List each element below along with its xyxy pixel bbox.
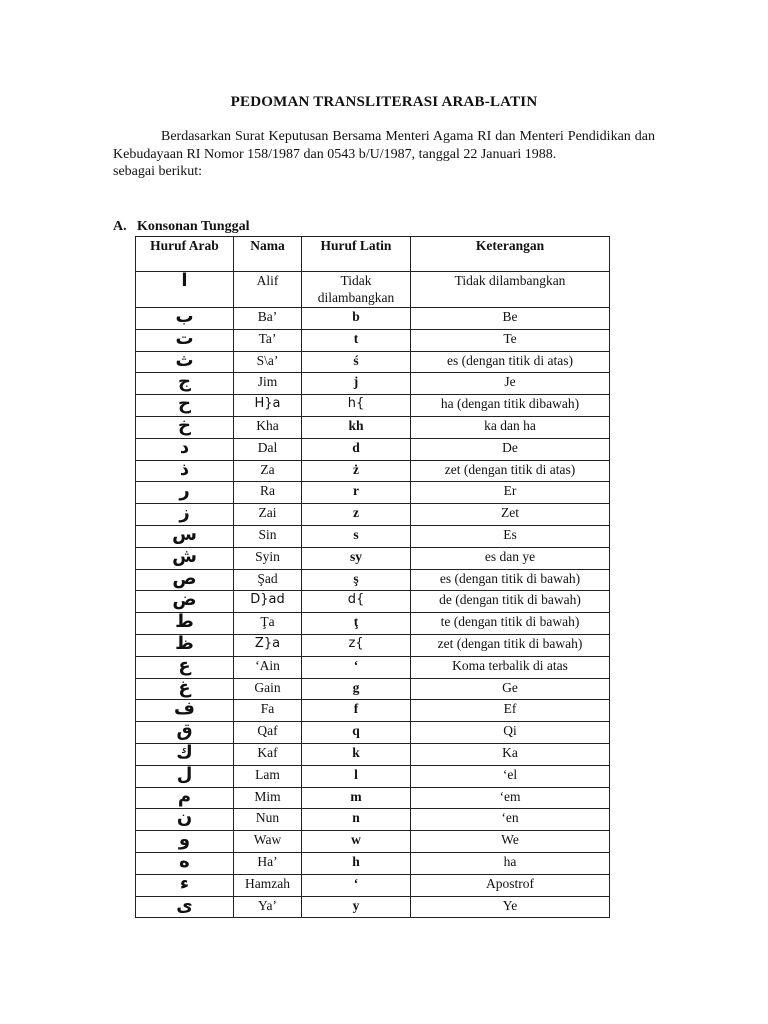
table-row [136,416,610,438]
arab-letter-cell: ص [136,569,234,591]
table-row [136,438,610,460]
table-row [136,395,610,417]
keterangan-cell: es (dengan titik di atas) [411,351,610,373]
arab-letter-cell: ء [136,874,234,896]
table-row [136,809,610,831]
intro-line: sebagai berikut: [113,164,203,179]
arab-letter-cell: ب [136,308,234,330]
arab-letter-cell: ى [136,896,234,918]
keterangan-cell: de (dengan titik di bawah) [411,591,610,613]
nama-cell: Kaf [234,743,302,765]
latin-cell: z{ [302,634,411,656]
arab-letter-cell: ا [136,272,234,308]
arab-letter-cell: ل [136,765,234,787]
keterangan-cell: Te [411,329,610,351]
table-row [136,787,610,809]
table-row [136,874,610,896]
arab-letter-cell: ك [136,743,234,765]
nama-cell: Alif [234,272,302,308]
intro-paragraph: Berdasarkan Surat Keputusan Bersama Menteri Agama RI dan Menteri Pendidikan dan Kebudayaan RI Nomor 158/1987 dan 0543 b/U/1987, tanggal 22 Januari 1988. [113,129,655,162]
section-number: A. [113,219,127,234]
nama-cell: Şad [234,569,302,591]
keterangan-cell: Tidak dilambangkan [411,272,610,308]
table-row [136,591,610,613]
header-keterangan: Keterangan [411,237,610,272]
keterangan-cell: ka dan ha [411,416,610,438]
nama-cell: Waw [234,831,302,853]
latin-cell: q [302,722,411,744]
nama-cell: Z}a [234,634,302,656]
table-row [136,722,610,744]
latin-cell: d [302,438,411,460]
latin-cell: d{ [302,591,411,613]
keterangan-cell: Je [411,373,610,395]
latin-cell: y [302,896,411,918]
section-title: Konsonan Tunggal [137,219,250,234]
nama-cell: Hamzah [234,874,302,896]
keterangan-cell: Ye [411,896,610,918]
nama-cell: Nun [234,809,302,831]
table-row [136,569,610,591]
keterangan-cell: es (dengan titik di bawah) [411,569,610,591]
nama-cell: Mim [234,787,302,809]
section-heading [113,219,249,235]
latin-cell: j [302,373,411,395]
table-row [136,896,610,918]
latin-cell: ‘ [302,656,411,678]
header-nama: Nama [234,237,302,272]
arab-letter-cell: غ [136,678,234,700]
keterangan-cell: ‘el [411,765,610,787]
keterangan-cell: Er [411,482,610,504]
table-row [136,272,610,308]
nama-cell: Ta’ [234,329,302,351]
keterangan-cell: te (dengan titik di bawah) [411,613,610,635]
nama-cell: Fa [234,700,302,722]
nama-cell: Ra [234,482,302,504]
page-title: PEDOMAN TRANSLITERASI ARAB-LATIN [230,94,538,110]
nama-cell: Dal [234,438,302,460]
table-header-row [136,237,610,272]
arab-letter-cell: ر [136,482,234,504]
arab-letter-cell: ج [136,373,234,395]
latin-cell: kh [302,416,411,438]
table-row [136,700,610,722]
arab-letter-cell: ذ [136,460,234,482]
latin-cell: h [302,852,411,874]
latin-cell: ż [302,460,411,482]
table-row [136,329,610,351]
nama-cell: Lam [234,765,302,787]
latin-cell: sy [302,547,411,569]
nama-cell: Sin [234,525,302,547]
table-row [136,634,610,656]
latin-cell: l [302,765,411,787]
nama-cell: Kha [234,416,302,438]
table-row [136,852,610,874]
table-row [136,308,610,330]
latin-cell: ş [302,569,411,591]
intro-text [113,128,655,181]
latin-cell: ś [302,351,411,373]
latin-cell: r [302,482,411,504]
latin-cell: b [302,308,411,330]
arab-letter-cell: ع [136,656,234,678]
nama-cell: Ha’ [234,852,302,874]
keterangan-cell: es dan ye [411,547,610,569]
arab-letter-cell: ط [136,613,234,635]
table-row [136,504,610,526]
table-row [136,351,610,373]
arab-letter-cell: ش [136,547,234,569]
table-row [136,831,610,853]
nama-cell: ‘Ain [234,656,302,678]
table-row [136,765,610,787]
latin-cell: t [302,329,411,351]
arab-letter-cell: ق [136,722,234,744]
latin-cell: h{ [302,395,411,417]
latin-cell: Tidak dilambangkan [302,272,411,308]
table-row [136,373,610,395]
nama-cell: Ţa [234,613,302,635]
latin-cell: n [302,809,411,831]
latin-cell: ţ [302,613,411,635]
header-huruf-latin: Huruf Latin [302,237,411,272]
arab-letter-cell: خ [136,416,234,438]
keterangan-cell: zet (dengan titik di bawah) [411,634,610,656]
table-row [136,482,610,504]
table-row [136,656,610,678]
keterangan-cell: Koma terbalik di atas [411,656,610,678]
latin-cell: f [302,700,411,722]
keterangan-cell: Be [411,308,610,330]
keterangan-cell: ha [411,852,610,874]
consonant-table [135,236,610,918]
keterangan-cell: ‘en [411,809,610,831]
arab-letter-cell: س [136,525,234,547]
arab-letter-cell: ح [136,395,234,417]
arab-letter-cell: ظ [136,634,234,656]
latin-cell: w [302,831,411,853]
latin-cell: k [302,743,411,765]
nama-cell: Jim [234,373,302,395]
arab-letter-cell: ه [136,852,234,874]
nama-cell: Syin [234,547,302,569]
keterangan-cell: Zet [411,504,610,526]
arab-letter-cell: ض [136,591,234,613]
nama-cell: Ba’ [234,308,302,330]
nama-cell: S\a’ [234,351,302,373]
nama-cell: Zai [234,504,302,526]
nama-cell: Qaf [234,722,302,744]
latin-cell: z [302,504,411,526]
keterangan-cell: Ef [411,700,610,722]
keterangan-cell: Ge [411,678,610,700]
arab-letter-cell: ن [136,809,234,831]
arab-letter-cell: ف [136,700,234,722]
latin-cell: m [302,787,411,809]
table-row [136,525,610,547]
keterangan-cell: We [411,831,610,853]
keterangan-cell: ha (dengan titik dibawah) [411,395,610,417]
latin-cell: ‘ [302,874,411,896]
arab-letter-cell: ز [136,504,234,526]
keterangan-cell: ‘em [411,787,610,809]
nama-cell: Gain [234,678,302,700]
latin-cell: s [302,525,411,547]
arab-letter-cell: ت [136,329,234,351]
nama-cell: H}a [234,395,302,417]
header-huruf-arab: Huruf Arab [136,237,234,272]
nama-cell: Ya’ [234,896,302,918]
nama-cell: Za [234,460,302,482]
arab-letter-cell: م [136,787,234,809]
arab-letter-cell: د [136,438,234,460]
arab-letter-cell: ث [136,351,234,373]
table-row [136,613,610,635]
keterangan-cell: Es [411,525,610,547]
arab-letter-cell: و [136,831,234,853]
keterangan-cell: De [411,438,610,460]
table-row [136,678,610,700]
table-row [136,460,610,482]
keterangan-cell: zet (dengan titik di atas) [411,460,610,482]
latin-cell: g [302,678,411,700]
keterangan-cell: Apostrof [411,874,610,896]
table-row [136,743,610,765]
nama-cell: D}ad [234,591,302,613]
keterangan-cell: Qi [411,722,610,744]
keterangan-cell: Ka [411,743,610,765]
table-body [136,272,610,918]
table-row [136,547,610,569]
